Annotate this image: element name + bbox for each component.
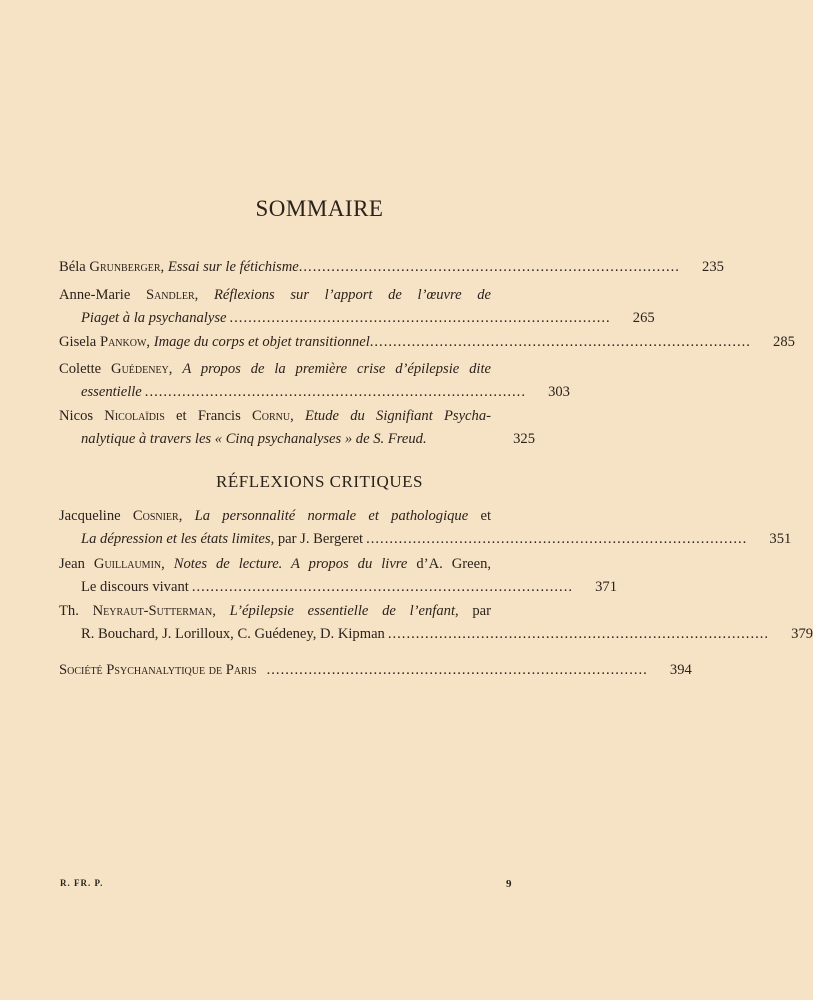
journal-abbrev: R. FR. P. [60, 878, 104, 888]
society-label: Société Psychanalytique de Paris [59, 662, 257, 678]
work-title: Etude du Signifiant Psycha- [304, 408, 491, 424]
page-title: SOMMAIRE [255, 196, 384, 221]
work-title: Essai sur le fétichisme [167, 259, 299, 275]
leader-dots: .................................................................................. [144, 384, 526, 400]
author-first: Francis [197, 408, 241, 424]
page-number: 394 [669, 662, 692, 678]
author-last: Guillaumin [93, 556, 162, 572]
critique-entry-cosnier: Jacqueline Cosnier, La personnalité normale et pathologique et La dépression et les états limites, par J. Bergeret .................................................................................. 351 [59, 505, 535, 551]
leader-dots: .................................................................................. [366, 531, 748, 547]
work-title: Notes de lecture. A propos du livre [173, 556, 408, 572]
work-subject: d’A. Green, [416, 556, 492, 572]
work-title: L’épilepsie essentielle de l’enfant [229, 603, 455, 619]
author-last: Sandler [145, 287, 195, 303]
page-number: 325 [513, 431, 535, 447]
toc-entry-grunberger: Béla Grunberger, Essai sur le fétichisme .................................................................................. 235 [59, 256, 535, 279]
author-first: Béla [59, 259, 86, 275]
page-number: 265 [632, 310, 655, 326]
author-first: Nicos [59, 408, 94, 424]
author-first: Anne-Marie [59, 287, 131, 303]
work-subject-cont: Le discours vivant [81, 579, 189, 595]
leader-dots: .................................................................................. [298, 259, 680, 275]
page-number: 303 [548, 384, 570, 400]
work-title: A propos de la première crise d’épilepsie dite [182, 361, 492, 377]
work-title-cont: essentielle [81, 384, 142, 400]
review-by: , par J. Bergeret [270, 531, 364, 547]
page-number: 379 [791, 626, 813, 642]
author-first: Jacqueline [59, 508, 121, 524]
author-first: Th. [59, 603, 79, 619]
work-title: La personnalité normale et pathologique [194, 508, 469, 524]
page-number: 235 [702, 259, 724, 275]
work-title: Réflexions sur l’apport de l’œuvre de [213, 287, 491, 303]
author-first: Colette [59, 361, 102, 377]
leader-dots: .................................................................................. [369, 334, 751, 350]
author-first: Jean [59, 556, 85, 572]
author-last: Pankow [99, 334, 147, 350]
toc-entry-sandler: Anne-Marie Sandler, Réflexions sur l’apport de l’œuvre de Piaget à la psychanalyse .................................................................................. 265 [59, 284, 535, 330]
work-title-cont: La dépression et les états limites [81, 531, 271, 547]
toc-entry-guedeney: Colette Guédeney, A propos de la première crise d’épilepsie dite essentielle .................................................................................. 303 [59, 358, 535, 404]
reviewers: R. Bouchard, J. Lorilloux, C. Guédeney, D. Kipman [81, 626, 385, 642]
section-heading: RÉFLEXIONS CRITIQUES [216, 472, 423, 491]
toc-entry-pankow: Gisela Pankow, Image du corps et objet transitionnel .................................................................................. 285 [59, 331, 535, 354]
author-last: Cosnier [132, 508, 179, 524]
leader-dots: .................................................................................. [266, 662, 648, 678]
toc-entry-nicolaidis-cornu: Nicos Nicolaïdis et Francis Cornu, Etude du Signifiant Psycha- nalytique à travers les « Cinq psychanalyses » de S. Freud. 325 [59, 405, 535, 451]
page-number: 285 [773, 334, 795, 350]
review-by: , par [455, 603, 491, 619]
work-title-cont: nalytique à travers les « Cinq psychanalyses » de S. Freud. [81, 431, 427, 447]
author-last: Guédeney [111, 361, 169, 377]
conjunction: et [480, 508, 492, 524]
conjunction: et [176, 408, 187, 424]
author-first: Gisela [59, 334, 97, 350]
work-title: Image du corps et objet transitionnel [153, 334, 370, 350]
author-last: Cornu [252, 408, 291, 424]
author-last: Grunberger [89, 259, 161, 275]
critique-entry-neyraut-sutterman: Th. Neyraut-Sutterman, L’épilepsie essentielle de l’enfant, par R. Bouchard, J. Lorilloux, C. Guédeney, D. Kipman .................................................................................. 379 [59, 600, 535, 646]
leader-dots: .................................................................................. [191, 579, 573, 595]
page-folio: 9 [506, 878, 513, 890]
page-number: 351 [769, 531, 792, 547]
author-last: Neyraut-Sutterman [92, 603, 213, 619]
leader-dots: .................................................................................. [387, 626, 770, 642]
work-title-cont: Piaget à la psychanalyse [81, 310, 227, 326]
page-number: 371 [595, 579, 617, 595]
leader-dots: .................................................................................. [229, 310, 611, 326]
critique-entry-guillaumin: Jean Guillaumin, Notes de lecture. A propos du livre d’A. Green, Le discours vivant .................................................................................. 371 [59, 553, 535, 599]
author-last: Nicolaïdis [104, 408, 165, 424]
toc-entry-society [59, 659, 692, 682]
